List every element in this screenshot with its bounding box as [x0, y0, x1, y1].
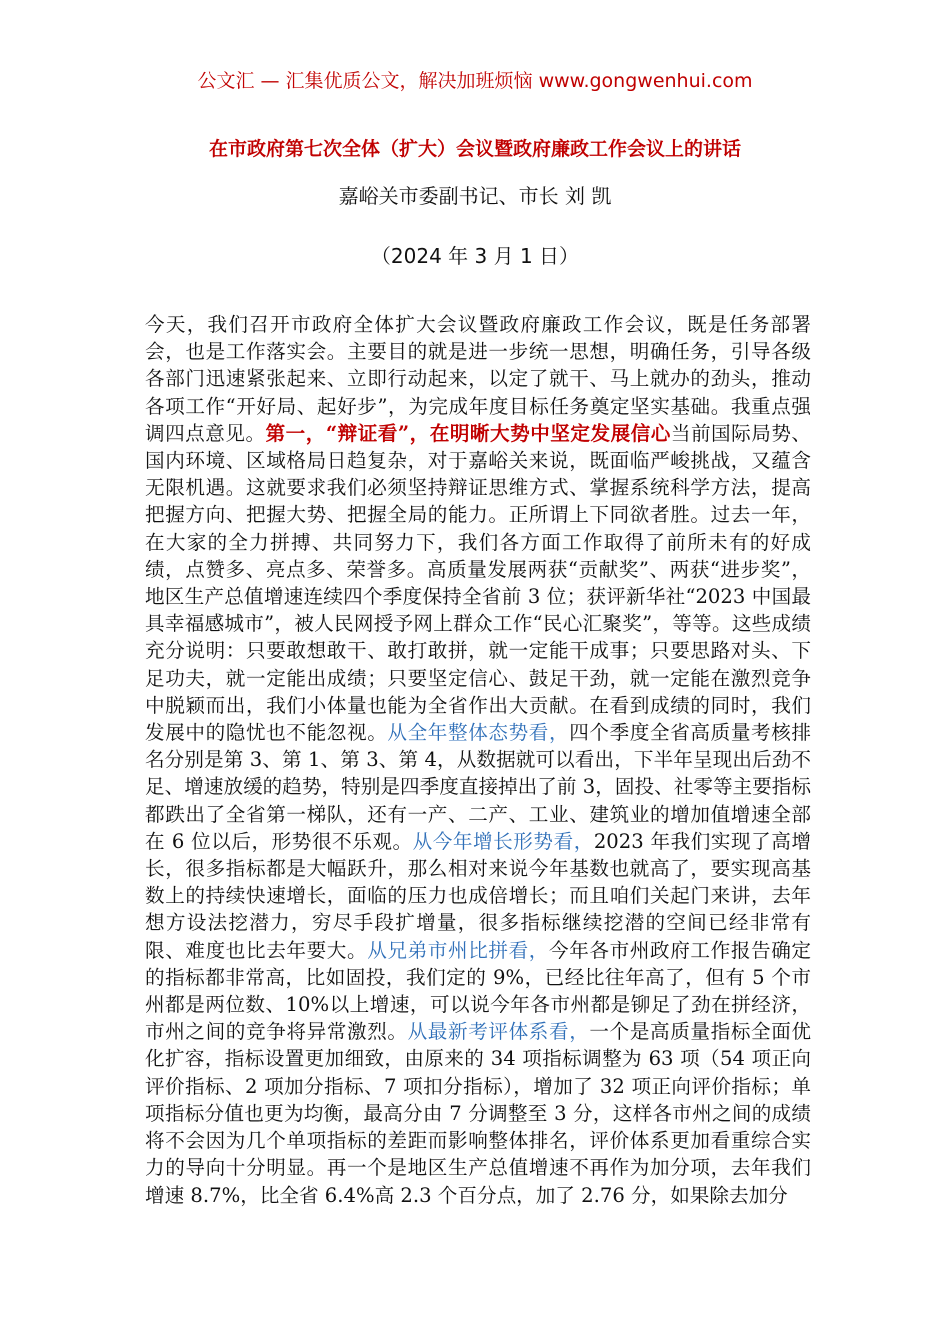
body-text-segment: 当前国际局势、国内环境、区域格局日趋复杂，对于嘉峪关来说，既面临严峻挑战，又蕴含无限机遇。这就要求我们必须坚持辩证思维方式、掌握系统科学方法，提高把握方向、把握大势、把握全局的能力。正所谓上下同欲者胜。过去一年，在大家的全力拼搏、共同努力下，我们各方面工作取得了前所未有的好成绩，点赞多、亮点多、荣誉多。高质量发展两获“贡献奖”、两获“进步奖”，地区生产总值增速连续四个季度保持全省前 3 位；获评新华社“2023 中国最具幸福感城市”，被人民网授予网上群众工作“民心汇聚奖”，等等。这些成绩充分说明：只要敢想敢干、敢打敢拼，就一定能干成事；只要思路对头、下足功夫，就一定能出成绩；只要坚定信心、鼓足干劲，就一定能在激烈竞争中脱颖而出，我们小体量也能为全省作出大贡献。在看到成绩的同时，我们发展中的隐忧也不能忽视。	[145, 421, 812, 745]
document-title: 在市政府第七次全体（扩大）会议暨政府廉政工作会议上的讲话	[208, 138, 741, 160]
body-text-segment: 四个季度全省高质量考核排名分别是第 3、第 1、第 3、第 4，从数据就可以看出，下半年呈现出后劲不足、增速放缓的趋势，特别是四季度直接掉出了前 3，固投、社零等主要指标都跌出了全省第一梯队，还有一产、二产、工业、建筑业的增加值增速全部在 6 位以后，形势很不乐观。	[145, 721, 812, 853]
subheading-peer-cities: 从兄弟市州比拼看，	[367, 938, 550, 962]
subheading-annual-trend: 从全年整体态势看，	[387, 721, 570, 745]
site-banner: 公文汇 — 汇集优质公文，解决加班烦恼 www.gongwenhui.com	[197, 70, 753, 92]
document-date: （2024 年 3 月 1 日）	[370, 244, 580, 268]
body-text-segment: 今年各市州政府工作报告确定的指标都非常高，比如固投，我们定的 9%，已经比往年高了，但有 5 个市州都是两位数、10%以上增速，可以说今年各市州都是铆足了劲在拼经济，市州之间的竞争将异常激烈。	[145, 938, 812, 1044]
subheading-evaluation-system: 从最新考评体系看，	[407, 1020, 590, 1044]
document-author: 嘉峪关市委副书记、市长 刘 凯	[338, 184, 612, 208]
body-text-segment: 今天，我们召开市政府全体扩大会议暨政府廉政工作会议，既是任务部署会，也是工作落实会。主要目的就是进一步统一思想，明确任务，引导各级各部门迅速紧张起来、立即行动起来，以定了就干、马上就办的劲头，推动各项工作“开好局、起好步”，为完成年度目标任务奠定坚实基础。我重点强调四点意见。	[145, 313, 811, 445]
body-text-segment: 2023 年我们实现了高增长，很多指标都是大幅跃升，那么相对来说今年基数也就高了，要实现高基数上的持续快速增长，面临的压力也成倍增长；而且咱们关起门来讲，去年想方设法挖潜力，穷尽手段扩增量，很多指标继续挖潜的空间已经非常有限、难度也比去年要大。	[145, 829, 812, 962]
body-text-segment: 一个是高质量指标全面优化扩容，指标设置更加细致，由原来的 34 项指标调整为 63 项（54 项正向评价指标、2 项加分指标、7 项扣分指标），增加了 32 项正向评价指标；单项指标分值也更为均衡，最高分由 7 分调整至 3 分，这样各市州之间的成绩将不会因为几个单项指标的差距而影响整体排名，评价体系更加看重综合实力的导向十分明显。再一个是地区生产总值增速不再作为加分项，去年我们增速 8.7%，比全省 6.4%高 2.3 个百分点，加了 2.76 分，如果除去加分	[145, 1020, 812, 1207]
subheading-growth-situation: 从今年增长形势看，	[412, 829, 594, 853]
section-heading-first-point: 第一，“辩证看”，在明晰大势中坚定发展信心	[265, 421, 671, 445]
document-body-paragraph	[145, 311, 811, 1209]
